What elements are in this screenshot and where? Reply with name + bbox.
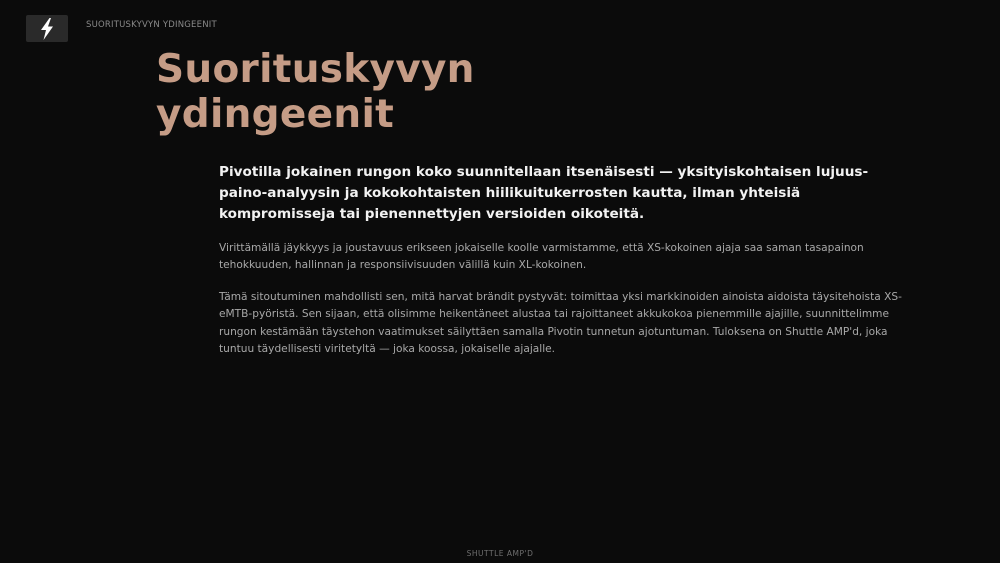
lead-paragraph: Pivotilla jokainen rungon koko suunnitellaan itsenäisesti — yksityiskohtaisen lujuus-paino-analyysin ja kokokohtaisten hiilikuitukerrosten kautta, ilman yhteisiä kompromisseja tai pienennettyjen versioiden oikoteitä.: [219, 164, 869, 222]
logo[interactable]: [26, 15, 68, 42]
lightning-bolt-icon: [39, 18, 55, 40]
body-paragraph: Virittämällä jäykkyys ja joustavuus erikseen jokaiselle koolle varmistamme, että XS-kokoinen ajaja saa saman tasapainon tehokkuuden, hallinnan ja responsiivisuuden välillä kuin XL-kokoinen.: [219, 242, 864, 272]
footer-label: SHUTTLE AMP'D: [466, 549, 534, 558]
body-paragraph: Tämä sitoutuminen mahdollisti sen, mitä harvat brändit pystyvät: toimittaa yksi markkinoiden ainoista aidoista täysitehoista XS-eMTB-pyöristä. Sen sijaan, että olisimme heikentäneet alustaa tai rajoittaneet akkukokoa pienemmille ajajille, suunnittelimme rungon kestämään täystehon vaatimukset säilyttäen samalla Pivotin tunnetun ajotuntuman. Tuloksena on Shuttle AMP'd, joka tuntuu täydellisesti viritetyltä — joka koossa, jokaiselle ajajalle.: [219, 291, 902, 355]
breadcrumb: SUORITUSKYVYN YDINGEENIT: [86, 20, 217, 30]
page-title: Suorituskyvyn ydingeenit: [156, 47, 475, 137]
